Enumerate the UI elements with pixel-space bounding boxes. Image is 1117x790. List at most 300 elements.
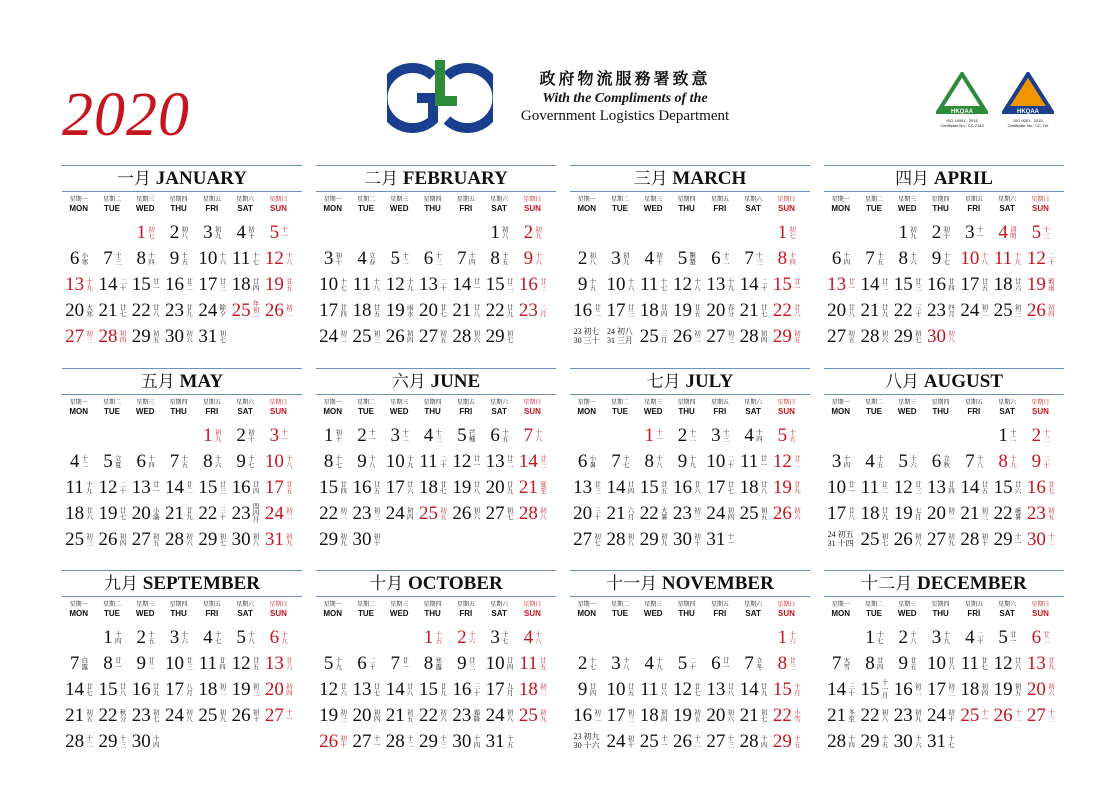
lunar-date: 廿一 bbox=[113, 656, 122, 670]
lunar-date: 廿八 bbox=[792, 303, 801, 317]
day-number: 25 bbox=[352, 325, 372, 347]
month-title-en: AUGUST bbox=[919, 371, 1003, 392]
day-cell bbox=[924, 702, 957, 728]
day-number: 25 bbox=[639, 325, 659, 347]
month-title-en: OCTOBER bbox=[403, 573, 503, 594]
day-cell bbox=[482, 219, 515, 245]
day-cell bbox=[349, 422, 382, 448]
day-number: 29 bbox=[639, 528, 659, 550]
day-number: 16 bbox=[452, 678, 472, 700]
day-cell bbox=[262, 474, 295, 500]
day-number: 9 bbox=[136, 652, 146, 674]
lunar-date: 十二 bbox=[400, 428, 409, 442]
lunar-date: 十一 bbox=[372, 734, 381, 748]
weekday-fri: 星期五 FRI bbox=[202, 196, 221, 213]
weekday-sun: 星期日 SUN bbox=[777, 196, 796, 213]
day-cell bbox=[570, 245, 603, 271]
day-number: 1 bbox=[898, 221, 908, 243]
day-cell bbox=[383, 297, 416, 323]
lunar-date: 初七 bbox=[218, 532, 227, 546]
lunar-date: 初十 bbox=[947, 708, 956, 722]
day-number: 26 bbox=[673, 730, 693, 752]
day-cell bbox=[449, 271, 482, 297]
weekday-fri: 星期五 FRI bbox=[964, 399, 983, 416]
day-cell bbox=[195, 624, 228, 650]
day-grid bbox=[62, 624, 302, 754]
lunar-date: 廿六 bbox=[339, 682, 348, 696]
day-number: 15 bbox=[131, 273, 151, 295]
day-cell bbox=[603, 702, 636, 728]
lunar-date: 十三 bbox=[721, 428, 730, 442]
day-number: 21 bbox=[98, 299, 118, 321]
day-number: 2 bbox=[457, 626, 467, 648]
empty-cell bbox=[736, 219, 769, 245]
day-number: 20 bbox=[706, 299, 726, 321]
day-cell bbox=[228, 526, 261, 552]
day-number: 21 bbox=[518, 476, 538, 498]
day-number: 14 bbox=[385, 678, 405, 700]
day-number: 4 bbox=[69, 450, 80, 472]
day-cell bbox=[95, 526, 128, 552]
day-number: 24 bbox=[606, 730, 626, 752]
weekday-wed: 星期三 WED bbox=[643, 399, 663, 416]
weekday-fri: 星期五 FRI bbox=[710, 601, 729, 618]
day-cell bbox=[95, 448, 128, 474]
day-number: 18 bbox=[639, 704, 659, 726]
day-cell bbox=[891, 624, 924, 650]
day-cell bbox=[195, 219, 228, 245]
weekday-sun: 星期日 SUN bbox=[269, 196, 288, 213]
day-cell bbox=[770, 271, 803, 297]
day-number: 3 bbox=[169, 626, 180, 648]
day-number: 21 bbox=[960, 502, 980, 524]
day-cell bbox=[857, 500, 890, 526]
day-cell bbox=[129, 728, 162, 754]
lunar-date: 初九 bbox=[534, 225, 543, 239]
weekday-wed: 星期三 WED bbox=[135, 601, 155, 618]
day-cell bbox=[990, 500, 1023, 526]
lunar-date: 廿八 bbox=[726, 682, 735, 696]
day-number: 6 bbox=[711, 247, 721, 269]
day-number: 2 bbox=[1031, 424, 1042, 446]
iso14001-cert bbox=[934, 72, 990, 138]
day-number: 11 bbox=[231, 247, 251, 269]
lunar-date: 初五 bbox=[151, 329, 160, 343]
day-cell bbox=[482, 728, 515, 754]
lunar-date: 十七 bbox=[875, 630, 884, 644]
day-number: 2 bbox=[931, 221, 942, 243]
iso9001-cert bbox=[1000, 72, 1056, 138]
lunar-date: 初六 bbox=[185, 532, 194, 546]
day-cell bbox=[228, 676, 261, 702]
day-number: 13 bbox=[827, 273, 847, 295]
lunar-date: 十三 bbox=[754, 251, 763, 265]
day-number: 1 bbox=[644, 424, 654, 446]
day-number: 6 bbox=[1031, 626, 1042, 648]
day-cell bbox=[957, 526, 990, 552]
lunar-date: 初八 bbox=[538, 506, 547, 520]
weekday-fri: 星期五 FRI bbox=[964, 601, 983, 618]
day-number: 4 bbox=[998, 221, 1008, 243]
day-number: 22 bbox=[860, 704, 880, 726]
day-number: 26 bbox=[452, 502, 472, 524]
month-title-en: JUNE bbox=[425, 371, 481, 392]
day-number: 3 bbox=[965, 221, 975, 243]
lunar-date: 十五 bbox=[875, 454, 884, 468]
day-cell bbox=[449, 500, 482, 526]
lunar-date: 初八 bbox=[947, 329, 956, 343]
day-number: 4 bbox=[865, 450, 875, 472]
department-chinese: 政府物流服務署致意 bbox=[539, 69, 711, 88]
lunar-date: 廿二 bbox=[185, 480, 194, 494]
day-number: 18 bbox=[419, 476, 439, 498]
day-number: 21 bbox=[739, 299, 759, 321]
lunar-date: 廿三 bbox=[218, 277, 227, 291]
day-cell bbox=[990, 219, 1023, 245]
empty-cell bbox=[570, 422, 603, 448]
day-cell bbox=[736, 245, 769, 271]
day-cell bbox=[703, 422, 736, 448]
day-number: 26 bbox=[319, 730, 339, 752]
lunar-date: 十八 bbox=[284, 454, 293, 468]
day-number: 24 bbox=[264, 502, 284, 524]
day-cell bbox=[637, 526, 670, 552]
lunar-date: 初七 bbox=[880, 532, 889, 546]
day-grid bbox=[824, 624, 1064, 754]
month-september bbox=[62, 570, 302, 754]
day-cell bbox=[383, 448, 416, 474]
lunar-date: 初十 bbox=[654, 251, 663, 265]
day-number: 6 bbox=[357, 652, 367, 674]
day-number: 19 bbox=[673, 299, 693, 321]
day-cell bbox=[670, 702, 703, 728]
lunar-date: 初八 bbox=[180, 225, 189, 239]
day-number: 18 bbox=[65, 502, 85, 524]
weekday-mon: 星期一 MON bbox=[323, 601, 342, 618]
lunar-date: 廿四 bbox=[947, 277, 956, 291]
day-cell bbox=[891, 474, 924, 500]
empty-cell bbox=[637, 219, 670, 245]
day-cell bbox=[62, 702, 95, 728]
day-number: 28 bbox=[518, 502, 538, 524]
day-number: 9 bbox=[236, 450, 246, 472]
day-cell bbox=[416, 676, 449, 702]
lunar-date: 初二 bbox=[284, 506, 293, 520]
day-number: 17 bbox=[198, 273, 218, 295]
lunar-date: 驚蟄 bbox=[688, 251, 697, 265]
day-number: 15 bbox=[772, 273, 792, 295]
lunar-date: 廿七 bbox=[372, 682, 381, 696]
day-cell bbox=[482, 500, 515, 526]
lunar-date: 十一 bbox=[980, 708, 989, 722]
lunar-date: 立秋 bbox=[942, 454, 951, 468]
empty-cell bbox=[570, 624, 603, 650]
day-cell bbox=[670, 650, 703, 676]
day-number: 19 bbox=[264, 273, 284, 295]
lunar-date: 冬至 bbox=[847, 708, 856, 722]
day-number: 8 bbox=[103, 652, 113, 674]
day-cell bbox=[891, 219, 924, 245]
weekday-thu: 星期四 THU bbox=[931, 601, 950, 618]
day-cell bbox=[736, 676, 769, 702]
day-number: 29 bbox=[860, 730, 880, 752]
month-title-zh: 九月 bbox=[104, 574, 139, 594]
month-title-zh: 十二月 bbox=[861, 574, 913, 594]
day-number: 11 bbox=[860, 476, 880, 498]
day-cell bbox=[570, 448, 603, 474]
day-cell bbox=[62, 500, 95, 526]
month-title-zh: 八月 bbox=[885, 372, 920, 392]
day-cell bbox=[162, 500, 195, 526]
month-title-zh: 七月 bbox=[646, 372, 681, 392]
lunar-date: 初三 bbox=[339, 708, 348, 722]
day-cell bbox=[703, 702, 736, 728]
lunar-date: 初六 bbox=[1046, 682, 1055, 696]
day-number: 8 bbox=[323, 450, 334, 472]
day-number: 3 bbox=[323, 247, 334, 269]
day-cell bbox=[770, 219, 803, 245]
empty-cell bbox=[383, 624, 416, 650]
lunar-date: 十七 bbox=[621, 454, 630, 468]
lunar-date: 初六 bbox=[472, 329, 481, 343]
day-cell bbox=[857, 624, 890, 650]
day-cell bbox=[416, 323, 449, 349]
lunar-date: 大雪 bbox=[842, 656, 851, 670]
day-number: 10 bbox=[385, 450, 405, 472]
month-title-zh: 十月 bbox=[369, 574, 404, 594]
day-number: 28 bbox=[739, 730, 759, 752]
day-cell bbox=[316, 728, 349, 754]
lunar-date: 初三 bbox=[693, 506, 702, 520]
lunar-date: 初二 bbox=[593, 708, 602, 722]
day-number: 2 bbox=[236, 424, 246, 446]
day-number: 31 bbox=[264, 528, 284, 550]
day-cell bbox=[891, 500, 924, 526]
day-number: 14 bbox=[65, 678, 85, 700]
day-cell bbox=[891, 526, 924, 552]
day-number: 22 bbox=[893, 299, 913, 321]
day-cell bbox=[449, 650, 482, 676]
day-number: 24 bbox=[385, 502, 405, 524]
lunar-date: 廿八 bbox=[472, 303, 481, 317]
lunar-date: 十二 bbox=[693, 734, 702, 748]
day-number: 13 bbox=[485, 450, 505, 472]
day-cell bbox=[891, 676, 924, 702]
month-title-en: MARCH bbox=[667, 168, 747, 189]
day-number: 18 bbox=[960, 678, 980, 700]
lunar-date: 初二 bbox=[693, 329, 702, 343]
weekday-mon: 星期一 MON bbox=[577, 196, 596, 213]
day-number: 1 bbox=[136, 221, 146, 243]
day-cell bbox=[924, 650, 957, 676]
day-cell bbox=[990, 422, 1023, 448]
day-number: 9 bbox=[677, 450, 688, 472]
day-number: 1 bbox=[998, 424, 1008, 446]
weekday-header bbox=[316, 600, 556, 620]
day-cell bbox=[129, 526, 162, 552]
day-number: 3 bbox=[931, 626, 942, 648]
day-number: 30 bbox=[131, 730, 151, 752]
empty-cell bbox=[924, 422, 957, 448]
day-number: 29 bbox=[772, 325, 792, 347]
day-cell bbox=[228, 422, 261, 448]
lunar-date: 廿八 bbox=[759, 480, 768, 494]
day-number: 7 bbox=[831, 652, 842, 674]
lunar-date: 廿五 bbox=[626, 682, 635, 696]
day-cell bbox=[637, 728, 670, 754]
day-cell bbox=[670, 448, 703, 474]
day-number: 27 bbox=[573, 528, 593, 550]
lunar-date: 十二 bbox=[85, 734, 94, 748]
day-number: 22 bbox=[485, 299, 505, 321]
day-number: 10 bbox=[827, 476, 847, 498]
month-title bbox=[62, 165, 302, 192]
day-cell bbox=[637, 323, 670, 349]
day-number: 10 bbox=[198, 247, 218, 269]
day-cell bbox=[924, 526, 957, 552]
day-number: 2 bbox=[169, 221, 180, 243]
weekday-tue: 星期二 TUE bbox=[356, 196, 375, 213]
month-december bbox=[824, 570, 1064, 754]
day-number: 5 bbox=[390, 247, 400, 269]
lunar-date: 初四 bbox=[759, 329, 768, 343]
lunar-date: 廿二 bbox=[593, 303, 602, 317]
lunar-date: 十月 bbox=[792, 682, 801, 696]
lunar-date: 十三 bbox=[434, 251, 443, 265]
month-title-en: JANUARY bbox=[151, 168, 247, 189]
day-number: 5 bbox=[1031, 221, 1042, 243]
lunar-date: 十四 bbox=[842, 251, 851, 265]
day-number: 19 bbox=[452, 476, 472, 498]
lunar-date: 初九 bbox=[659, 532, 668, 546]
day-cell bbox=[670, 676, 703, 702]
day-cell bbox=[162, 526, 195, 552]
day-number: 5 bbox=[677, 652, 688, 674]
day-cell bbox=[857, 526, 890, 552]
day-cell bbox=[603, 448, 636, 474]
lunar-date: 十八 bbox=[975, 454, 984, 468]
lunar-date: 十八 bbox=[693, 277, 702, 291]
lunar-date: 十七 bbox=[942, 251, 951, 265]
day-cell bbox=[637, 271, 670, 297]
lunar-date: 初十 bbox=[626, 734, 635, 748]
month-july bbox=[570, 368, 810, 552]
lunar-date: 十一 bbox=[280, 225, 289, 239]
day-number: 27 bbox=[352, 730, 372, 752]
day-number: 8 bbox=[998, 450, 1008, 472]
lunar-date: 十三 bbox=[726, 734, 735, 748]
empty-cell bbox=[349, 219, 382, 245]
day-number: 2 bbox=[577, 247, 588, 269]
lunar-date: 十一 bbox=[280, 428, 289, 442]
day-cell bbox=[570, 474, 603, 500]
day-cell bbox=[316, 650, 349, 676]
empty-cell bbox=[824, 624, 857, 650]
day-number: 29 bbox=[893, 325, 913, 347]
weekday-thu: 星期四 THU bbox=[931, 196, 950, 213]
day-number: 25 bbox=[198, 704, 218, 726]
day-number: 2 bbox=[677, 424, 688, 446]
day-cell bbox=[129, 474, 162, 500]
day-cell bbox=[516, 474, 549, 500]
lunar-date: 十三 bbox=[1046, 708, 1055, 722]
day-number: 28 bbox=[65, 730, 85, 752]
shared-day-cell: 23 初七 30 三十 bbox=[573, 327, 600, 345]
lunar-date: 廿一 bbox=[847, 480, 856, 494]
lunar-date: 小寒 bbox=[80, 251, 89, 265]
lunar-date: 廿二 bbox=[505, 454, 514, 468]
empty-cell bbox=[416, 219, 449, 245]
lunar-date: 十八 bbox=[621, 656, 630, 670]
weekday-tue: 星期二 TUE bbox=[356, 601, 375, 618]
day-cell bbox=[736, 728, 769, 754]
shared-day-cell: 24 初八 31 三月 bbox=[606, 327, 633, 345]
lunar-date: 初五 bbox=[759, 506, 768, 520]
empty-cell bbox=[603, 422, 636, 448]
day-cell bbox=[62, 245, 95, 271]
lunar-date: 十一 bbox=[284, 708, 293, 722]
day-number: 27 bbox=[485, 502, 505, 524]
day-cell bbox=[162, 624, 195, 650]
empty-cell bbox=[857, 422, 890, 448]
day-number: 29 bbox=[198, 528, 218, 550]
day-cell bbox=[670, 500, 703, 526]
lunar-date: 六月 bbox=[626, 506, 635, 520]
lunar-date: 廿五 bbox=[980, 277, 989, 291]
day-number: 10 bbox=[606, 273, 626, 295]
day-cell bbox=[1024, 474, 1057, 500]
lunar-date: 十五 bbox=[180, 251, 189, 265]
lunar-date: 二十 bbox=[759, 277, 768, 291]
day-number: 27 bbox=[706, 730, 726, 752]
lunar-date: 初八 bbox=[500, 225, 509, 239]
day-cell bbox=[316, 702, 349, 728]
day-grid bbox=[824, 422, 1064, 552]
day-number: 19 bbox=[385, 299, 405, 321]
day-cell bbox=[957, 676, 990, 702]
day-cell bbox=[228, 474, 261, 500]
lunar-date: 廿一 bbox=[151, 480, 160, 494]
day-number: 3 bbox=[611, 652, 621, 674]
day-cell bbox=[162, 448, 195, 474]
month-june bbox=[316, 368, 556, 552]
day-grid bbox=[316, 624, 556, 754]
day-cell bbox=[670, 728, 703, 754]
lunar-date: 十七 bbox=[947, 734, 956, 748]
day-number: 17 bbox=[606, 299, 626, 321]
empty-cell bbox=[62, 624, 95, 650]
day-cell bbox=[670, 474, 703, 500]
lunar-date: 十四 bbox=[759, 734, 768, 748]
day-cell bbox=[228, 297, 261, 323]
day-cell bbox=[990, 526, 1023, 552]
lunar-date: 初五 bbox=[85, 708, 94, 722]
lunar-date: 廿九 bbox=[439, 682, 448, 696]
month-title bbox=[62, 570, 302, 597]
lunar-date: 初七 bbox=[151, 708, 160, 722]
lunar-date: 十九 bbox=[726, 277, 735, 291]
day-number: 23 bbox=[352, 502, 372, 524]
day-cell bbox=[416, 728, 449, 754]
day-number: 27 bbox=[131, 528, 151, 550]
day-cell bbox=[990, 702, 1023, 728]
day-cell bbox=[891, 323, 924, 349]
day-number: 28 bbox=[606, 528, 626, 550]
lunar-date: 廿四 bbox=[217, 656, 226, 670]
weekday-header bbox=[824, 600, 1064, 620]
lunar-date: 廿六 bbox=[693, 480, 702, 494]
lunar-date: 廿八 bbox=[847, 303, 856, 317]
